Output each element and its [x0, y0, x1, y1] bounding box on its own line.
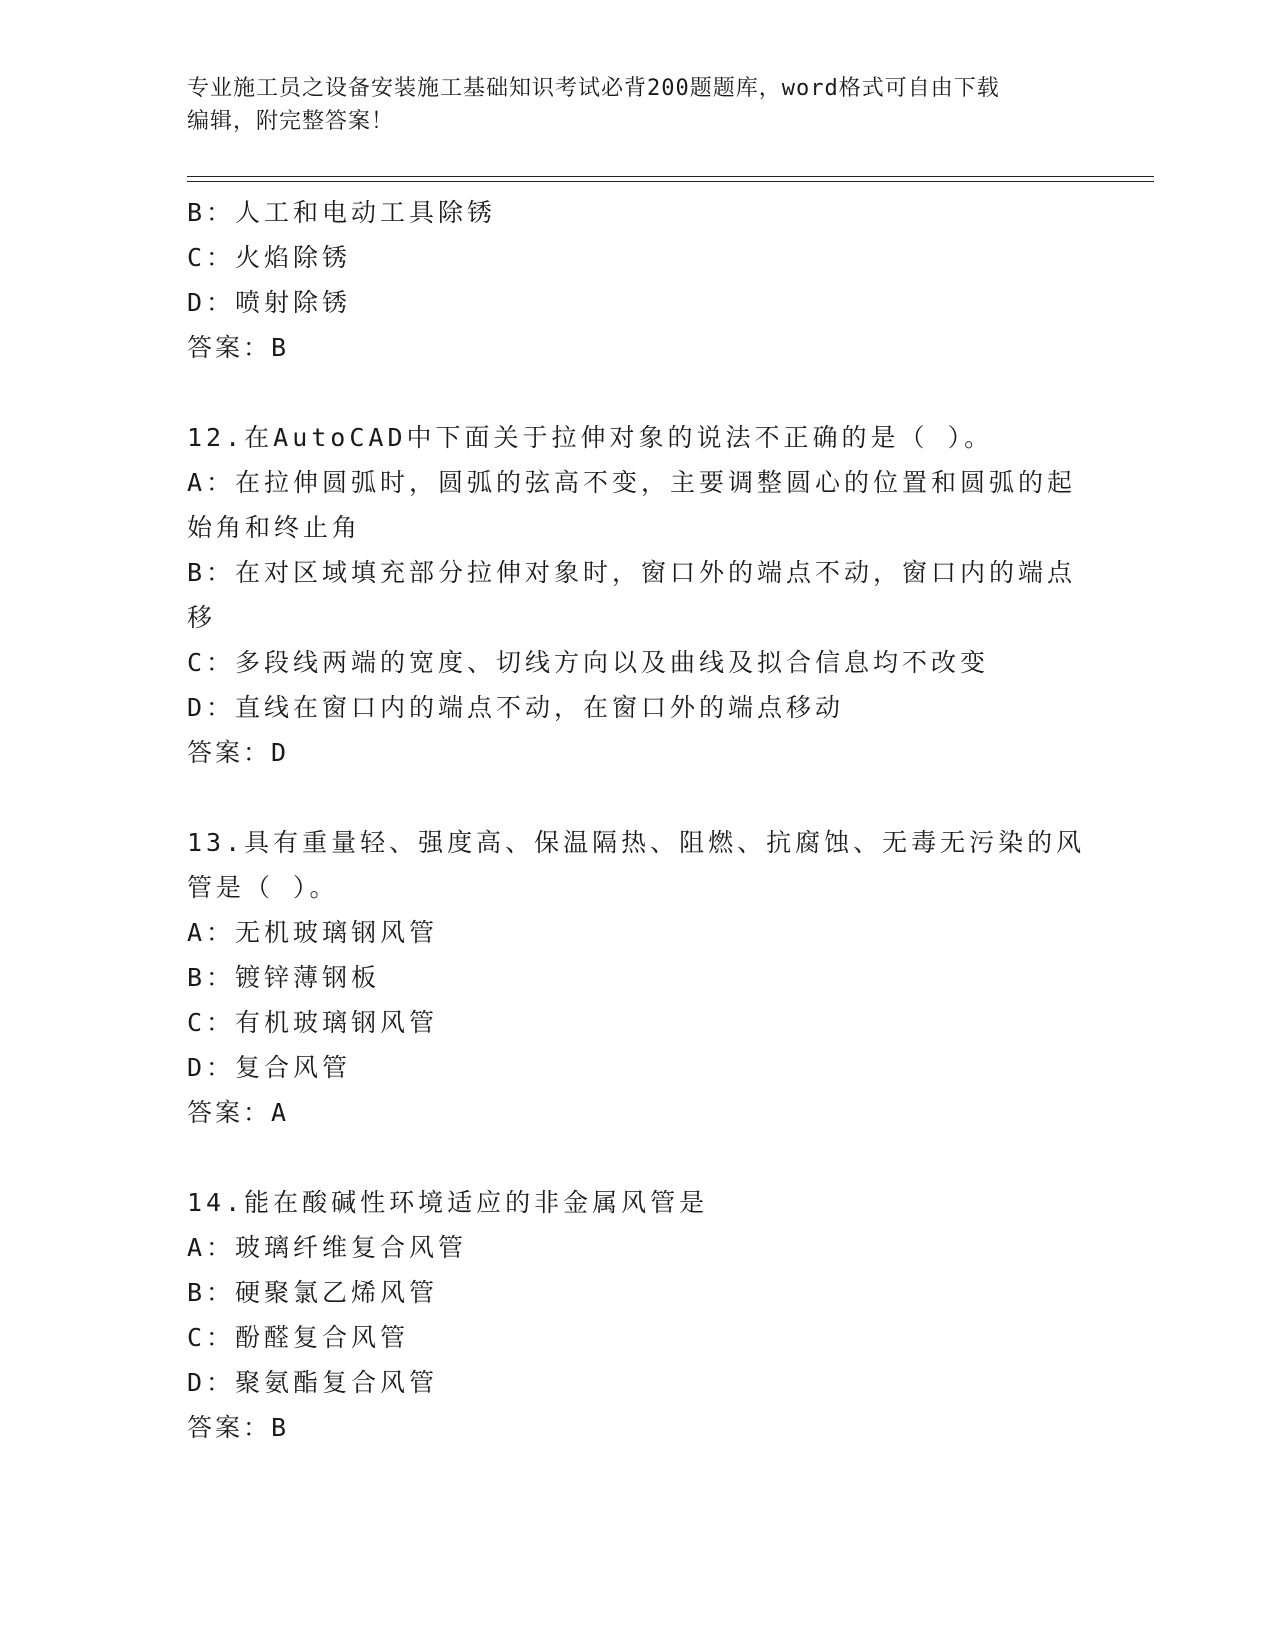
- option-c: C：火焰除锈: [187, 243, 352, 272]
- question-stem: 14.能在酸碱性环境适应的非金属风管是: [187, 1188, 709, 1217]
- spacer: [187, 370, 1087, 415]
- option-b: B：在对区域填充部分拉伸对象时，窗口外的端点不动，窗口内的端点: [187, 558, 1077, 587]
- question-13: [187, 820, 1087, 1135]
- option-a: A：无机玻璃钢风管: [187, 918, 439, 947]
- option-a: A：在拉伸圆弧时，圆弧的弦高不变，主要调整圆心的位置和圆弧的起: [187, 468, 1077, 497]
- document-body: [187, 190, 1087, 1450]
- header-divider-bottom: [187, 181, 1154, 182]
- answer: 答案：B: [187, 1413, 290, 1442]
- answer: 答案：D: [187, 738, 290, 767]
- option-c: C：有机玻璃钢风管: [187, 1008, 439, 1037]
- option-b: B：硬聚氯乙烯风管: [187, 1278, 439, 1307]
- option-d: D：直线在窗口内的端点不动，在窗口外的端点移动: [187, 693, 845, 722]
- question-14: [187, 1180, 1087, 1450]
- option-d: D：复合风管: [187, 1053, 352, 1082]
- option-b: B：镀锌薄钢板: [187, 963, 381, 992]
- answer: 答案：B: [187, 333, 290, 362]
- answer: 答案：A: [187, 1098, 290, 1127]
- question-stem-continued: 管是（ ）。: [187, 873, 339, 902]
- header-title-line-1: 专业施工员之设备安装施工基础知识考试必背200题题库，word格式可自由下载: [187, 76, 1000, 101]
- option-b-continued: 移: [187, 603, 217, 632]
- spacer: [187, 775, 1087, 820]
- option-a-continued: 始角和终止角: [187, 513, 362, 542]
- question-stem: 13.具有重量轻、强度高、保温隔热、阻燃、抗腐蚀、无毒无污染的风: [187, 828, 1086, 857]
- question-12: [187, 415, 1087, 775]
- option-c: C：酚醛复合风管: [187, 1323, 410, 1352]
- option-c: C：多段线两端的宽度、切线方向以及曲线及拟合信息均不改变: [187, 648, 990, 677]
- document-header: [187, 72, 1077, 138]
- header-title-line-2: 编辑，附完整答案！: [187, 109, 395, 134]
- header-divider-top: [187, 176, 1154, 177]
- option-d: D：喷射除锈: [187, 288, 352, 317]
- option-b: B：人工和电动工具除锈: [187, 198, 497, 227]
- spacer: [187, 1135, 1087, 1180]
- question-11-continuation: [187, 190, 1087, 370]
- option-d: D：聚氨酯复合风管: [187, 1368, 439, 1397]
- question-stem: 12.在AutoCAD中下面关于拉伸对象的说法不正确的是（ ）。: [187, 423, 994, 452]
- option-a: A：玻璃纤维复合风管: [187, 1233, 468, 1262]
